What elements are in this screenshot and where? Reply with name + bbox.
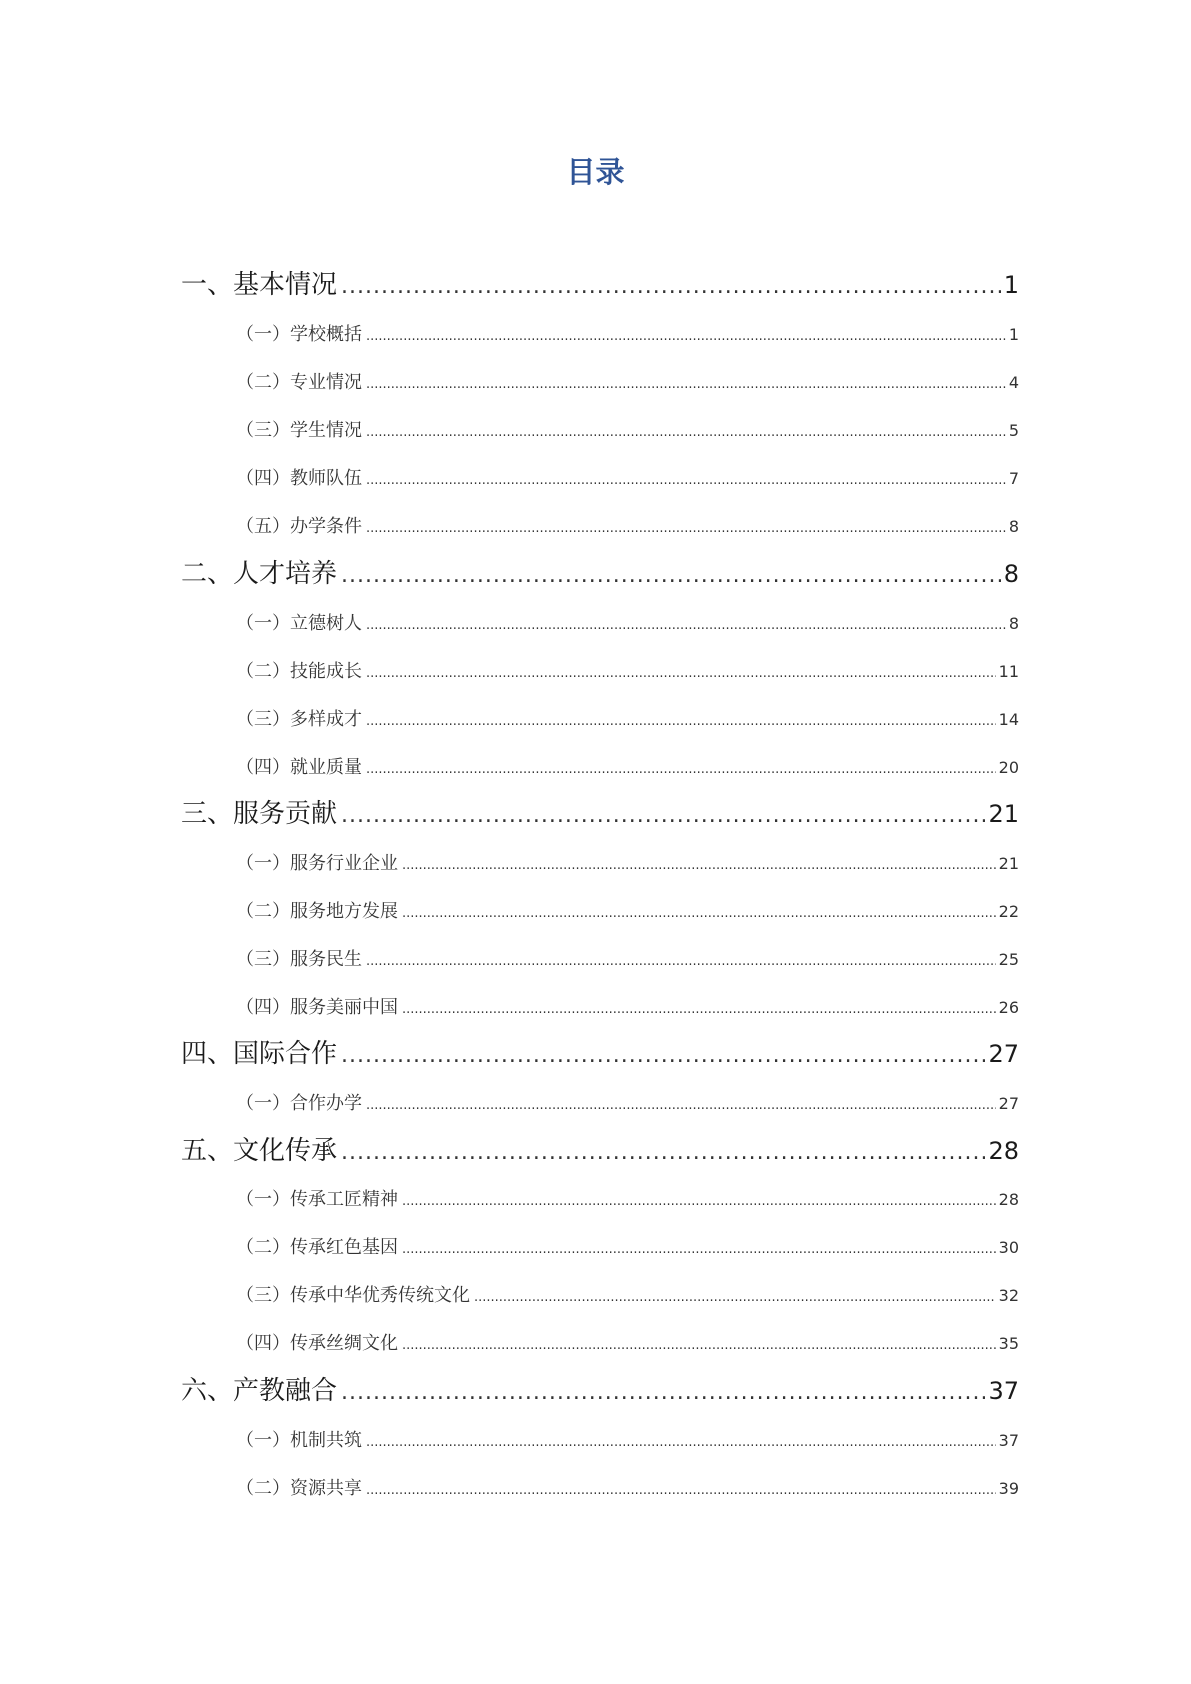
toc-page-number: 11: [998, 662, 1019, 681]
toc-entry-label: （二）服务地方发展: [236, 901, 398, 922]
toc-entry-label: （一）立德树人: [236, 613, 362, 634]
toc-entry-label: 一、基本情况: [181, 270, 338, 300]
toc-entry-label: （二）资源共享: [236, 1478, 362, 1499]
dot-leader: [402, 1187, 996, 1215]
toc-chapter-5[interactable]: [181, 1133, 1019, 1169]
toc-section[interactable]: [236, 1428, 1019, 1454]
toc-entry-label: （五）办学条件: [236, 516, 362, 537]
toc-entry-label: （三）多样成才: [236, 709, 362, 730]
toc-section[interactable]: [236, 418, 1019, 444]
dot-leader: [366, 707, 996, 735]
toc-entry-label: （一）机制共筑: [236, 1430, 362, 1451]
toc-section[interactable]: [236, 1187, 1019, 1213]
toc-page-number: 22: [998, 902, 1019, 921]
dot-leader: [402, 899, 996, 927]
dot-leader: [366, 755, 996, 783]
toc-page-number: 20: [998, 758, 1019, 777]
toc-entry-label: （四）传承丝绸文化: [236, 1333, 398, 1354]
toc-page-number: 37: [988, 1377, 1019, 1405]
toc-entry-label: （二）传承红色基因: [236, 1237, 398, 1258]
toc-section[interactable]: [236, 947, 1019, 973]
dot-leader: [366, 418, 1006, 446]
toc-entry-label: （四）教师队伍: [236, 468, 362, 489]
toc-page-number: 27: [988, 1040, 1019, 1068]
toc-entry-label: 五、文化传承: [181, 1136, 338, 1166]
toc-page-number: 4: [1008, 373, 1019, 392]
toc-entry-label: （一）服务行业企业: [236, 853, 398, 874]
toc-section[interactable]: [236, 370, 1019, 396]
toc-chapter-3[interactable]: [181, 796, 1019, 832]
dot-leader: [341, 1373, 985, 1411]
dot-leader: [366, 322, 1006, 350]
toc-page-number: 28: [988, 1137, 1019, 1165]
toc-page-number: 30: [998, 1238, 1019, 1257]
toc-section[interactable]: [236, 899, 1019, 925]
toc-section[interactable]: [236, 466, 1019, 492]
dot-leader: [366, 1091, 996, 1119]
dot-leader: [341, 796, 985, 834]
toc-page-number: 5: [1008, 421, 1019, 440]
toc-section[interactable]: [236, 514, 1019, 540]
toc-page-number: 7: [1008, 469, 1019, 488]
toc-entry-label: （一）合作办学: [236, 1093, 362, 1114]
toc-entry-label: （四）服务美丽中国: [236, 997, 398, 1018]
toc-section[interactable]: [236, 1476, 1019, 1502]
toc-section[interactable]: [236, 851, 1019, 877]
dot-leader: [402, 1331, 996, 1359]
toc-chapter-4[interactable]: [181, 1036, 1019, 1072]
toc-section[interactable]: [236, 995, 1019, 1021]
dot-leader: [366, 659, 996, 687]
toc-page-number: 27: [998, 1094, 1019, 1113]
toc-title: 目录: [566, 155, 625, 189]
toc-section[interactable]: [236, 611, 1019, 637]
toc-chapter-6[interactable]: [181, 1373, 1019, 1409]
dot-leader: [366, 947, 996, 975]
toc-section[interactable]: [236, 659, 1019, 685]
toc-page-number: 25: [998, 950, 1019, 969]
dot-leader: [402, 851, 996, 879]
dot-leader: [366, 466, 1006, 494]
toc-entry-label: （三）学生情况: [236, 420, 362, 441]
dot-leader: [366, 514, 1006, 542]
toc-entry-label: （一）传承工匠精神: [236, 1189, 398, 1210]
toc-page-number: 8: [1008, 517, 1019, 536]
dot-leader: [341, 267, 1001, 305]
toc-entry-label: 六、产教融合: [181, 1376, 338, 1406]
dot-leader: [366, 370, 1006, 398]
toc-page-number: 32: [998, 1286, 1019, 1305]
toc-entry-label: （二）技能成长: [236, 661, 362, 682]
toc-entry-label: 三、服务贡献: [181, 799, 338, 829]
toc-page-number: 28: [998, 1190, 1019, 1209]
toc-page-number: 1: [1003, 271, 1019, 299]
dot-leader: [341, 1133, 985, 1171]
toc-entry-label: （三）传承中华优秀传统文化: [236, 1285, 470, 1306]
dot-leader: [341, 556, 1001, 594]
toc-entry-label: （一）学校概括: [236, 324, 362, 345]
toc-section[interactable]: [236, 1235, 1019, 1261]
toc-page-number: 35: [998, 1334, 1019, 1353]
toc-page-number: 14: [998, 710, 1019, 729]
toc-page-number: 21: [988, 800, 1019, 828]
toc-entry-label: （四）就业质量: [236, 757, 362, 778]
dot-leader: [366, 1476, 996, 1504]
toc-entry-label: （三）服务民生: [236, 949, 362, 970]
toc-entry-label: 二、人才培养: [181, 559, 338, 589]
toc-page-number: 1: [1008, 325, 1019, 344]
toc-page-number: 8: [1008, 614, 1019, 633]
toc-page-number: 21: [998, 854, 1019, 873]
dot-leader: [402, 995, 996, 1023]
toc-chapter-2[interactable]: [181, 556, 1019, 592]
toc-section[interactable]: [236, 707, 1019, 733]
dot-leader: [366, 611, 1006, 639]
toc-page-number: 39: [998, 1479, 1019, 1498]
toc-entry-label: （二）专业情况: [236, 372, 362, 393]
toc-section[interactable]: [236, 322, 1019, 348]
toc-page-number: 8: [1003, 560, 1019, 588]
dot-leader: [341, 1036, 985, 1074]
toc-section[interactable]: [236, 1331, 1019, 1357]
toc-section[interactable]: [236, 1091, 1019, 1117]
dot-leader: [402, 1235, 996, 1263]
toc-section[interactable]: [236, 755, 1019, 781]
dot-leader: [366, 1428, 996, 1456]
toc-section[interactable]: [236, 1283, 1019, 1309]
toc-page-number: 37: [998, 1431, 1019, 1450]
dot-leader: [474, 1283, 996, 1311]
toc-entry-label: 四、国际合作: [181, 1039, 338, 1069]
toc-chapter-1[interactable]: [181, 267, 1019, 303]
toc-page-number: 26: [998, 998, 1019, 1017]
